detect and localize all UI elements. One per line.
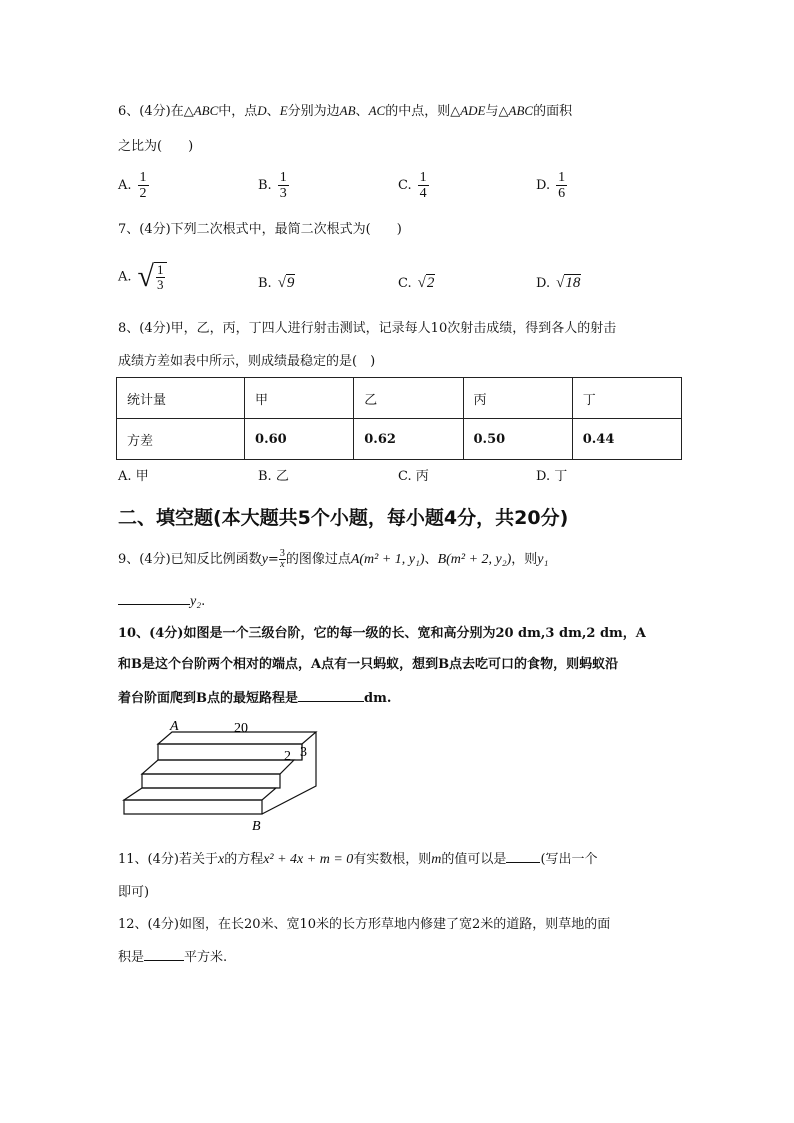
option-label: A. xyxy=(118,269,132,285)
q11-line1 xyxy=(118,848,598,870)
q8-option-b[interactable] xyxy=(258,467,289,487)
q9-point-b: B(m² + 2, y₂) xyxy=(437,552,512,567)
q9-end: . xyxy=(201,594,206,609)
sqrt-symbol: √ xyxy=(137,260,154,293)
radicand: 9 xyxy=(286,275,295,291)
option-label: A. xyxy=(118,469,132,484)
q11-line2: 即可) xyxy=(118,885,150,900)
stairs-figure xyxy=(112,718,332,834)
radicand xyxy=(154,262,167,292)
q9-text: ，则 xyxy=(511,552,538,567)
label-b: B xyxy=(252,819,261,834)
q7-line1: 7、(4分)下列二次根式中，最简二次根式为( ) xyxy=(118,222,402,237)
option-text: 丙 xyxy=(415,469,429,484)
q9-var-y: y xyxy=(261,552,268,567)
q6-option-a[interactable] xyxy=(118,170,149,201)
fraction xyxy=(418,170,429,201)
option-text: 乙 xyxy=(275,469,289,484)
q6-option-c[interactable] xyxy=(398,170,429,201)
option-text: 甲 xyxy=(135,469,149,484)
numerator: 1 xyxy=(279,170,287,185)
q6-sep: 、 xyxy=(355,104,369,119)
q11-text: (写出一个 xyxy=(540,852,598,867)
q11-var-m: m xyxy=(431,852,442,867)
q6-line1 xyxy=(118,101,572,122)
q9-fraction xyxy=(279,549,286,570)
sqrt-fraction xyxy=(138,262,167,292)
q6-sep: 、 xyxy=(266,104,280,119)
label-height: 2 xyxy=(284,749,291,764)
answer-blank[interactable] xyxy=(506,848,540,863)
option-text: 丁 xyxy=(554,469,568,484)
q12-line1: 12、(4分)如图，在长20米、宽10米的长方形草地内修建了宽2米的道路，则草地的面 xyxy=(118,917,611,932)
denominator: x xyxy=(280,559,285,570)
q12-text: 积是 xyxy=(118,950,145,965)
q8-option-d[interactable] xyxy=(536,467,567,487)
q6-triangle-ade: △ADE xyxy=(450,103,486,118)
table-cell: 乙 xyxy=(354,378,463,419)
q9-text: 的图像过点 xyxy=(285,552,351,567)
q11-var-x: x xyxy=(217,852,225,867)
q12-text: 平方米. xyxy=(184,950,228,965)
option-label: D. xyxy=(536,469,551,484)
table-cell: 方差 xyxy=(117,419,245,460)
numerator: 1 xyxy=(157,262,164,277)
step-tread xyxy=(124,788,276,800)
table-cell: 丁 xyxy=(572,378,681,419)
answer-blank[interactable] xyxy=(118,590,190,605)
option-label: B. xyxy=(258,276,272,291)
option-label: B. xyxy=(258,178,272,193)
q6-text: 的面积 xyxy=(533,104,573,119)
sqrt: √2 xyxy=(417,275,435,291)
q9-sep: 、 xyxy=(424,552,438,567)
q6-text: 的中点，则 xyxy=(385,104,451,119)
q11-text: 的值可以是 xyxy=(441,852,507,867)
table-cell: 甲 xyxy=(245,378,354,419)
q7-option-c[interactable] xyxy=(398,273,435,294)
q9-y1: y₁ xyxy=(537,552,549,567)
q8-line2: 成绩方差如表中所示，则成绩最稳定的是( ) xyxy=(118,354,376,369)
option-label: C. xyxy=(398,469,412,484)
denominator: 3 xyxy=(157,277,164,292)
table-cell: 0.44 xyxy=(572,419,681,460)
option-label: C. xyxy=(398,178,412,193)
q12-line2 xyxy=(118,946,227,968)
numerator: 3 xyxy=(279,548,285,559)
denominator: 6 xyxy=(558,186,566,201)
q6-line2: 之比为( ) xyxy=(118,139,194,154)
option-label: D. xyxy=(536,276,551,291)
q8-option-c[interactable] xyxy=(398,467,429,487)
q6-segment-ac: AC xyxy=(368,103,386,118)
q6-text: 分别为边 xyxy=(287,104,340,119)
q6-text: 中，点 xyxy=(218,104,258,119)
q6-triangle-abc: △ABC xyxy=(498,103,534,118)
table-cell: 0.60 xyxy=(245,419,354,460)
table-row xyxy=(117,419,682,460)
answer-blank[interactable] xyxy=(298,687,364,702)
q11-equation: x² + 4x + m = 0 xyxy=(263,852,354,867)
table-cell: 统计量 xyxy=(117,378,245,419)
q10-line1: 10、(4分)如图是一个三级台阶，它的每一级的长、宽和高分别为20 dm,3 dm,2 dm，A xyxy=(118,626,646,641)
option-label: C. xyxy=(398,276,412,291)
q10-text: 着台阶面爬到B点的最短路程是 xyxy=(118,691,298,706)
q7-option-d[interactable] xyxy=(536,273,581,294)
step-tread xyxy=(142,760,294,774)
q11-text: 11、(4分)若关于 xyxy=(118,852,218,867)
option-label: A. xyxy=(118,178,132,193)
q9-line2 xyxy=(118,590,205,612)
radicand: 18 xyxy=(565,275,581,291)
q9-line1 xyxy=(118,549,548,570)
q11-text: 的方程 xyxy=(224,852,264,867)
q6-number: 6、(4分) xyxy=(118,104,171,119)
fraction xyxy=(138,170,149,201)
table-cell: 丙 xyxy=(463,378,572,419)
label-a: A xyxy=(170,719,179,734)
section-heading: 二、填空题(本大题共5个小题，每小题4分，共20分) xyxy=(118,507,569,529)
q6-text: 与 xyxy=(485,104,499,119)
radicand: 2 xyxy=(426,275,435,291)
q8-line1: 8、(4分)甲，乙，丙，丁四人进行射击测试，记录每人10次射击成绩，得到各人的射击 xyxy=(118,321,617,336)
numerator: 1 xyxy=(139,170,147,185)
step-riser xyxy=(124,800,262,814)
q7-option-a[interactable] xyxy=(118,262,167,292)
step-riser xyxy=(142,774,280,788)
q6-option-d[interactable] xyxy=(536,170,567,201)
step-riser xyxy=(158,744,302,760)
fraction xyxy=(278,170,289,201)
q6-point-e: E xyxy=(279,103,288,118)
denominator: 3 xyxy=(279,186,287,201)
option-label: B. xyxy=(258,469,272,484)
q9-y2: y₂ xyxy=(190,594,202,609)
variance-table xyxy=(116,377,682,460)
q8-option-a[interactable] xyxy=(118,467,149,487)
label-length: 20 xyxy=(234,721,248,736)
numerator: 1 xyxy=(558,170,566,185)
q6-segment-ab: AB xyxy=(339,103,356,118)
q6-option-b[interactable] xyxy=(258,170,289,201)
table-cell: 0.50 xyxy=(463,419,572,460)
numerator: 1 xyxy=(419,170,427,185)
q10-unit: dm. xyxy=(364,691,392,706)
q7-option-b[interactable] xyxy=(258,273,295,294)
q9-point-a: A(m² + 1, y₁) xyxy=(350,552,425,567)
answer-blank[interactable] xyxy=(144,946,184,961)
q9-eq: = xyxy=(267,552,279,567)
sqrt: √18 xyxy=(556,275,581,291)
label-width: 3 xyxy=(300,745,307,760)
q9-text: 9、(4分)已知反比例函数 xyxy=(118,552,262,567)
denominator: 4 xyxy=(419,186,427,201)
q6-point-d: D xyxy=(257,103,267,118)
option-label: D. xyxy=(536,178,551,193)
q10-line2: 和B是这个台阶两个相对的端点，A点有一只蚂蚁，想到B点去吃可口的食物，则蚂蚁沿 xyxy=(118,657,619,672)
sqrt: √9 xyxy=(277,275,295,291)
table-header-row xyxy=(117,378,682,419)
q10-line3 xyxy=(118,687,391,709)
q6-text: 在 xyxy=(170,104,184,119)
q11-text: 有实数根，则 xyxy=(353,852,432,867)
table-cell: 0.62 xyxy=(354,419,463,460)
fraction xyxy=(556,170,567,201)
denominator: 2 xyxy=(139,186,147,201)
q6-triangle-abc: △ABC xyxy=(183,103,219,118)
